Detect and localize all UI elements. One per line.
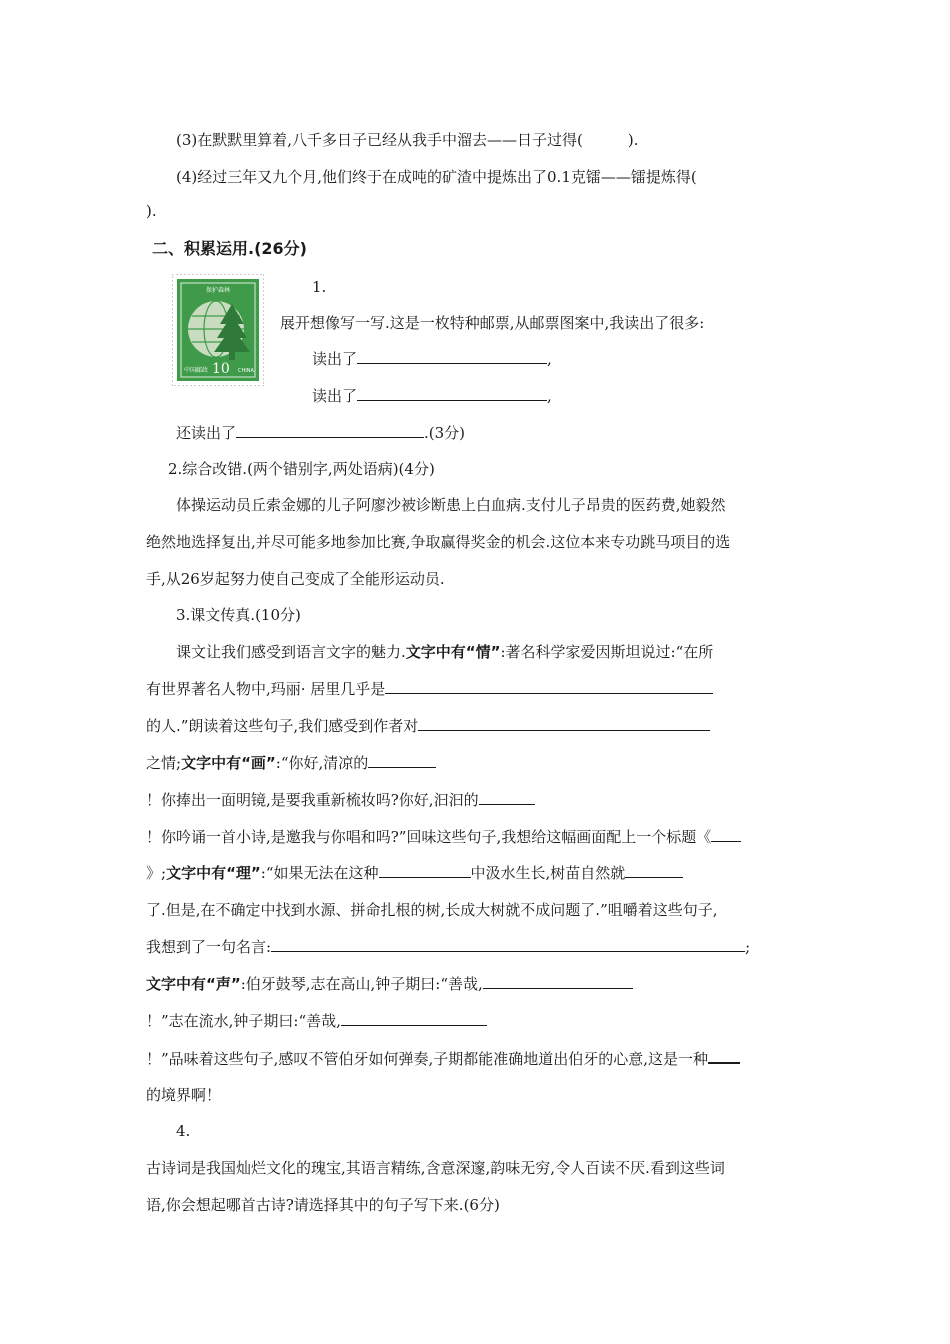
q3-line-12: ！”品味着这些句子,感叹不管伯牙如何弹奏,子期都能准确地道出伯牙的心意,这是一种 (146, 1048, 740, 1069)
read-line-2: 读出了 , (312, 387, 552, 405)
section-title: 二、积累运用.(26分) (152, 239, 307, 258)
q3-line-6: ！你吟诵一首小诗,是邀我与你唱和吗?”回味这些句子,我想给这幅画面配上一个标题《 (146, 827, 741, 847)
answer-blank[interactable] (357, 349, 547, 364)
q3-line-10: 文字中有“声”:伯牙鼓琴,志在高山,钟子期曰:“善哉, (146, 974, 633, 994)
answer-blank[interactable] (625, 863, 683, 878)
q3-line-7: 》;文字中有“理”:“如果无法在这种 中汲水生长,树苗自然就 (146, 863, 683, 883)
q1-item4: (4)经过三年又九个月,他们终于在成吨的矿渣中提炼出了0.1克镭——镭提炼得( (176, 168, 697, 186)
answer-blank[interactable] (357, 386, 547, 401)
q4-paragraph-line: 古诗词是我国灿烂文化的瑰宝,其语言精练,含意深邃,韵味无穷,令人百读不厌.看到这些词 (146, 1159, 725, 1177)
q2-title: 2.综合改错.(两个错别字,两处语病)(4分) (168, 460, 435, 478)
read-line-3: 还读出了 .(3分) (176, 424, 466, 442)
q1-number: 1. (312, 278, 327, 296)
answer-blank[interactable] (236, 423, 424, 438)
q2-paragraph-line: 手,从26岁起努力使自己变成了全能形运动员. (146, 570, 445, 588)
q3-line-1: 课文让我们感受到语言文字的魅力.文字中有“情”:著名科学家爱因斯坦说过:“在所 (176, 643, 714, 661)
answer-blank[interactable] (368, 753, 436, 768)
q1-item3: (3)在默默里算着,八千多日子已经从我手中溜去——日子过得( ). (176, 131, 639, 149)
q3-line-5: ！你捧出一面明镜,是要我重新梳妆吗?你好,汩汩的 (146, 790, 535, 810)
read-line-1: 读出了 , (312, 350, 552, 368)
answer-blank[interactable] (379, 863, 471, 878)
q2-paragraph-line: 体操运动员丘索金娜的儿子阿廖沙被诊断患上白血病.支付儿子昂贵的医药费,她毅然 (176, 496, 726, 514)
answer-blank[interactable] (483, 974, 633, 989)
stamp-top-text: 保护森林 (205, 287, 231, 294)
q3-line-13: 的境界啊！ (146, 1086, 222, 1104)
answer-blank[interactable] (418, 716, 710, 731)
q1-item4-end: ). (146, 202, 157, 220)
answer-blank[interactable] (271, 937, 745, 952)
q3-title: 3.课文传真.(10分) (176, 606, 301, 624)
stamp-country: 中国邮政 (184, 367, 209, 374)
q3-line-8: 了.但是,在不确定中找到水源、拼命扎根的树,长成大树就不成问题了.”咀嚼着这些句子, (146, 901, 718, 919)
answer-blank[interactable] (341, 1011, 487, 1026)
q3-line-11: ！”志在流水,钟子期曰:“善哉, (146, 1011, 487, 1031)
stamp-image (172, 274, 264, 386)
q4-number: 4. (176, 1122, 191, 1140)
q3-line-2: 有世界著名人物中,玛丽· 居里几乎是 (146, 679, 713, 699)
stamp-value: 10 (212, 361, 230, 377)
answer-blank[interactable] (385, 679, 713, 694)
q4-paragraph-line: 语,你会想起哪首古诗?请选择其中的句子写下来.(6分) (146, 1196, 500, 1214)
q3-line-3: 的人.”朗读着这些句子,我们感受到作者对 (146, 716, 710, 736)
q3-line-9: 我想到了一句名言: ; (146, 938, 751, 956)
answer-blank[interactable] (479, 790, 535, 805)
q1-intro: 展开想像写一写.这是一枚特种邮票,从邮票图案中,我读出了很多: (280, 314, 705, 332)
q2-paragraph-line: 绝然地选择复出,并尽可能多地参加比赛,争取赢得奖金的机会.这位本来专功跳马项目的选 (146, 533, 731, 551)
stamp-latin: CHINA (238, 368, 254, 374)
q3-line-4: 之情;文字中有“画”:“你好,清凉的 (146, 753, 436, 773)
answer-blank[interactable] (708, 1048, 740, 1064)
answer-blank[interactable] (711, 827, 741, 842)
